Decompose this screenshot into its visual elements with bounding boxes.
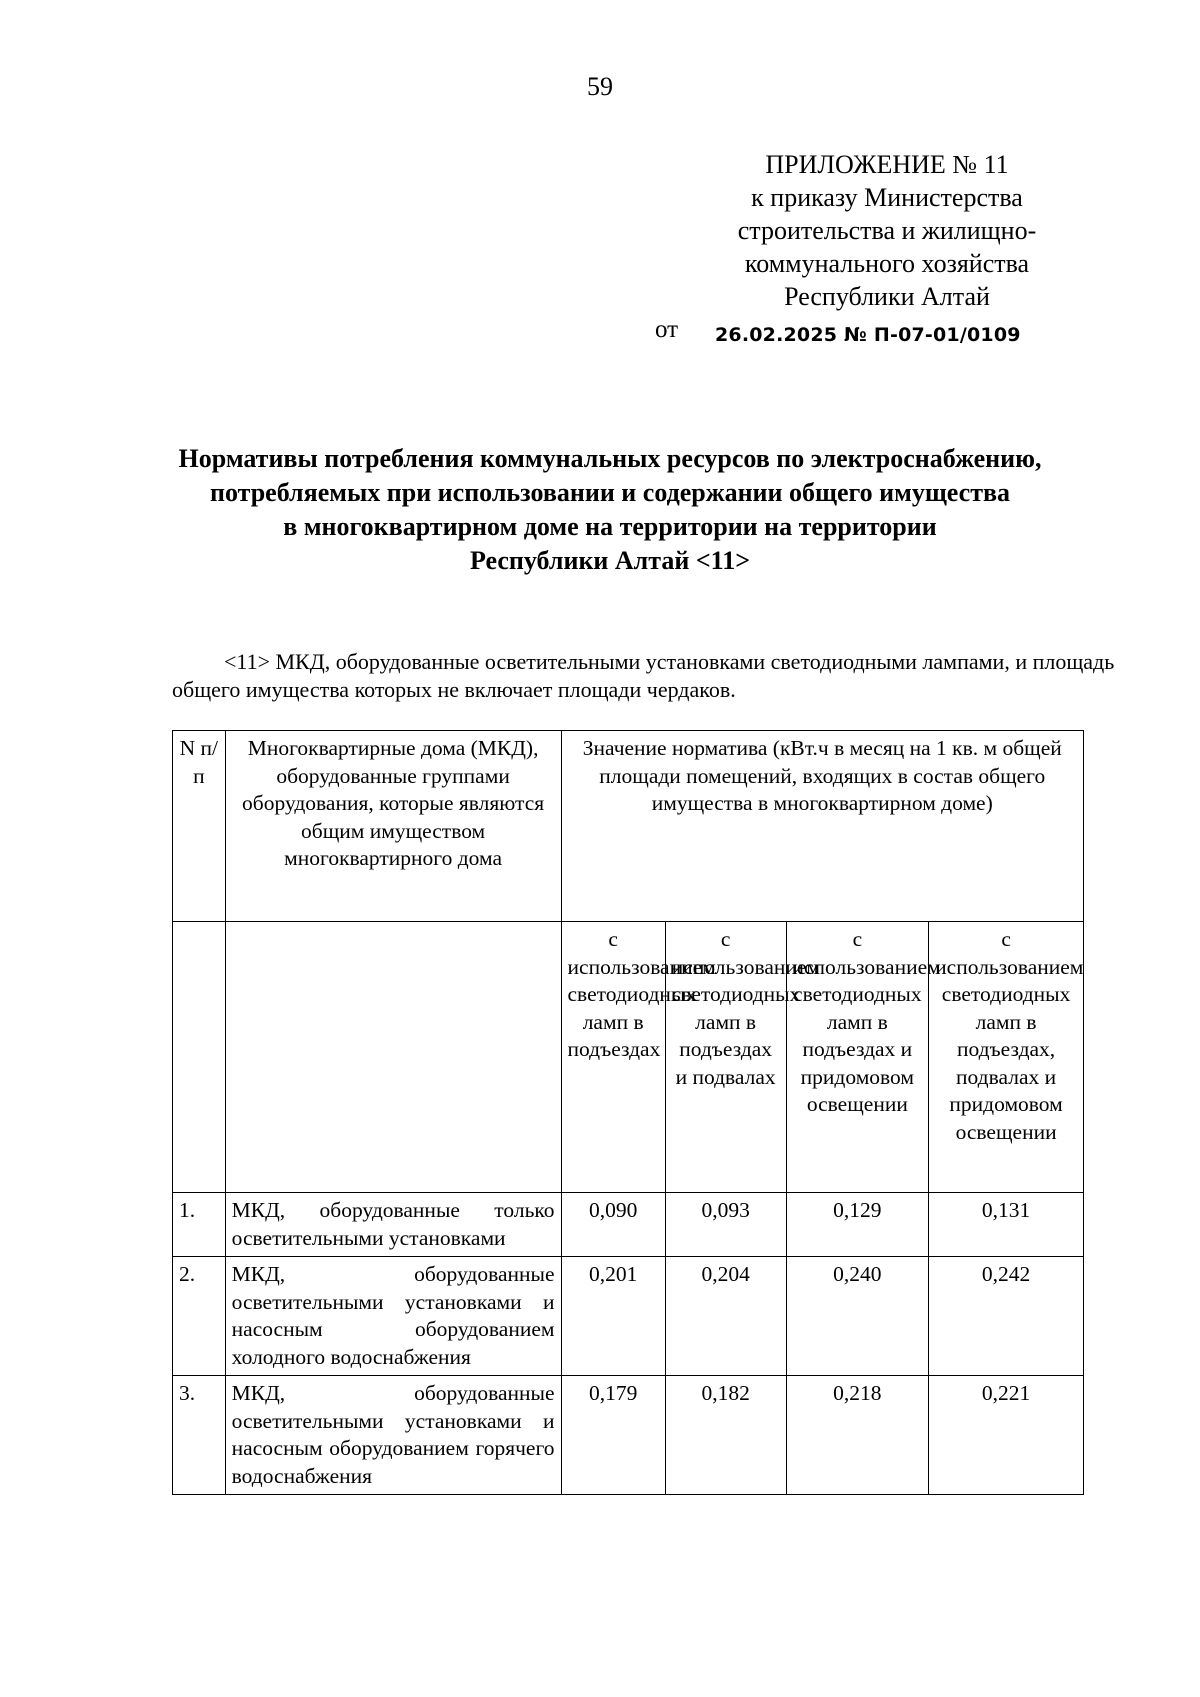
appendix-line: к приказу Министерства xyxy=(751,183,1023,212)
header-value: Значение норматива (кВт.ч в месяц на 1 кв. м общей площади помещений, входящих в состав общего имущества в многоквартирном доме) xyxy=(561,731,1083,922)
row-value: 0,204 xyxy=(665,1257,786,1376)
row-value: 0,218 xyxy=(786,1376,929,1495)
appendix-line: Республики Алтай xyxy=(784,282,990,311)
order-date-number: 26.02.2025 № П-07-01/0109 xyxy=(715,324,1021,346)
table-header-row xyxy=(173,731,1084,922)
appendix-line: коммунального хозяйства xyxy=(744,249,1030,278)
row-num: 3. xyxy=(173,1376,226,1495)
table-subheader-row xyxy=(173,922,1084,1193)
table-row xyxy=(173,1193,1084,1257)
page-number: 59 xyxy=(587,72,613,101)
row-value: 0,182 xyxy=(665,1376,786,1495)
appendix-line: строительства и жилищно- xyxy=(737,216,1037,245)
row-value: 0,240 xyxy=(786,1257,929,1376)
row-value: 0,221 xyxy=(929,1376,1084,1495)
row-value: 0,179 xyxy=(561,1376,665,1495)
row-name: МКД, оборудованные только осветительными установками xyxy=(225,1193,561,1257)
subheader-cell: с использованием светодиодных ламп в подъездах и подвалах xyxy=(665,922,786,1193)
appendix-title: ПРИЛОЖЕНИЕ № 11 xyxy=(765,150,1009,179)
row-value: 0,093 xyxy=(665,1193,786,1257)
title-line: Нормативы потребления коммунальных ресурсов по электроснабжению, xyxy=(178,444,1042,473)
row-value: 0,201 xyxy=(561,1257,665,1376)
title-line: в многоквартирном доме на территории на территории xyxy=(283,512,937,541)
header-num: N п/п xyxy=(173,731,226,922)
subheader-cell: с использованием светодиодных ламп в подъездах xyxy=(561,922,665,1193)
date-prefix: от xyxy=(655,316,679,343)
footnote: <11> МКД, оборудованные осветительными установками светодиодными лампами, и площадь общего имущества которых не включает площади чердаков. xyxy=(172,649,1115,702)
row-num: 1. xyxy=(173,1193,226,1257)
appendix-block xyxy=(652,148,1122,313)
empty-cell xyxy=(173,922,226,1193)
document-title xyxy=(130,442,1090,578)
empty-cell xyxy=(225,922,561,1193)
title-line: Республики Алтай <11> xyxy=(469,546,751,575)
table-row xyxy=(173,1257,1084,1376)
header-name: Многоквартирные дома (МКД), оборудованные группами оборудования, которые являются общим имуществом многоквартирного дома xyxy=(225,731,561,922)
subheader-cell: с использованием светодиодных ламп в подъездах и придомовом освещении xyxy=(786,922,929,1193)
title-line: потребляемых при использовании и содержании общего имущества xyxy=(209,478,1011,507)
row-num: 2. xyxy=(173,1257,226,1376)
row-name: МКД, оборудованные осветительными установками и насосным оборудованием горячего водоснабжения xyxy=(225,1376,561,1495)
order-date-row xyxy=(655,316,1135,356)
row-name: МКД, оборудованные осветительными установками и насосным оборудованием холодного водоснабжения xyxy=(225,1257,561,1376)
row-value: 0,131 xyxy=(929,1193,1084,1257)
row-value: 0,129 xyxy=(786,1193,929,1257)
row-value: 0,242 xyxy=(929,1257,1084,1376)
norms-table xyxy=(172,730,1084,1495)
table-row xyxy=(173,1376,1084,1495)
row-value: 0,090 xyxy=(561,1193,665,1257)
subheader-cell: с использованием светодиодных ламп в подъездах, подвалах и придомовом освещении xyxy=(929,922,1084,1193)
